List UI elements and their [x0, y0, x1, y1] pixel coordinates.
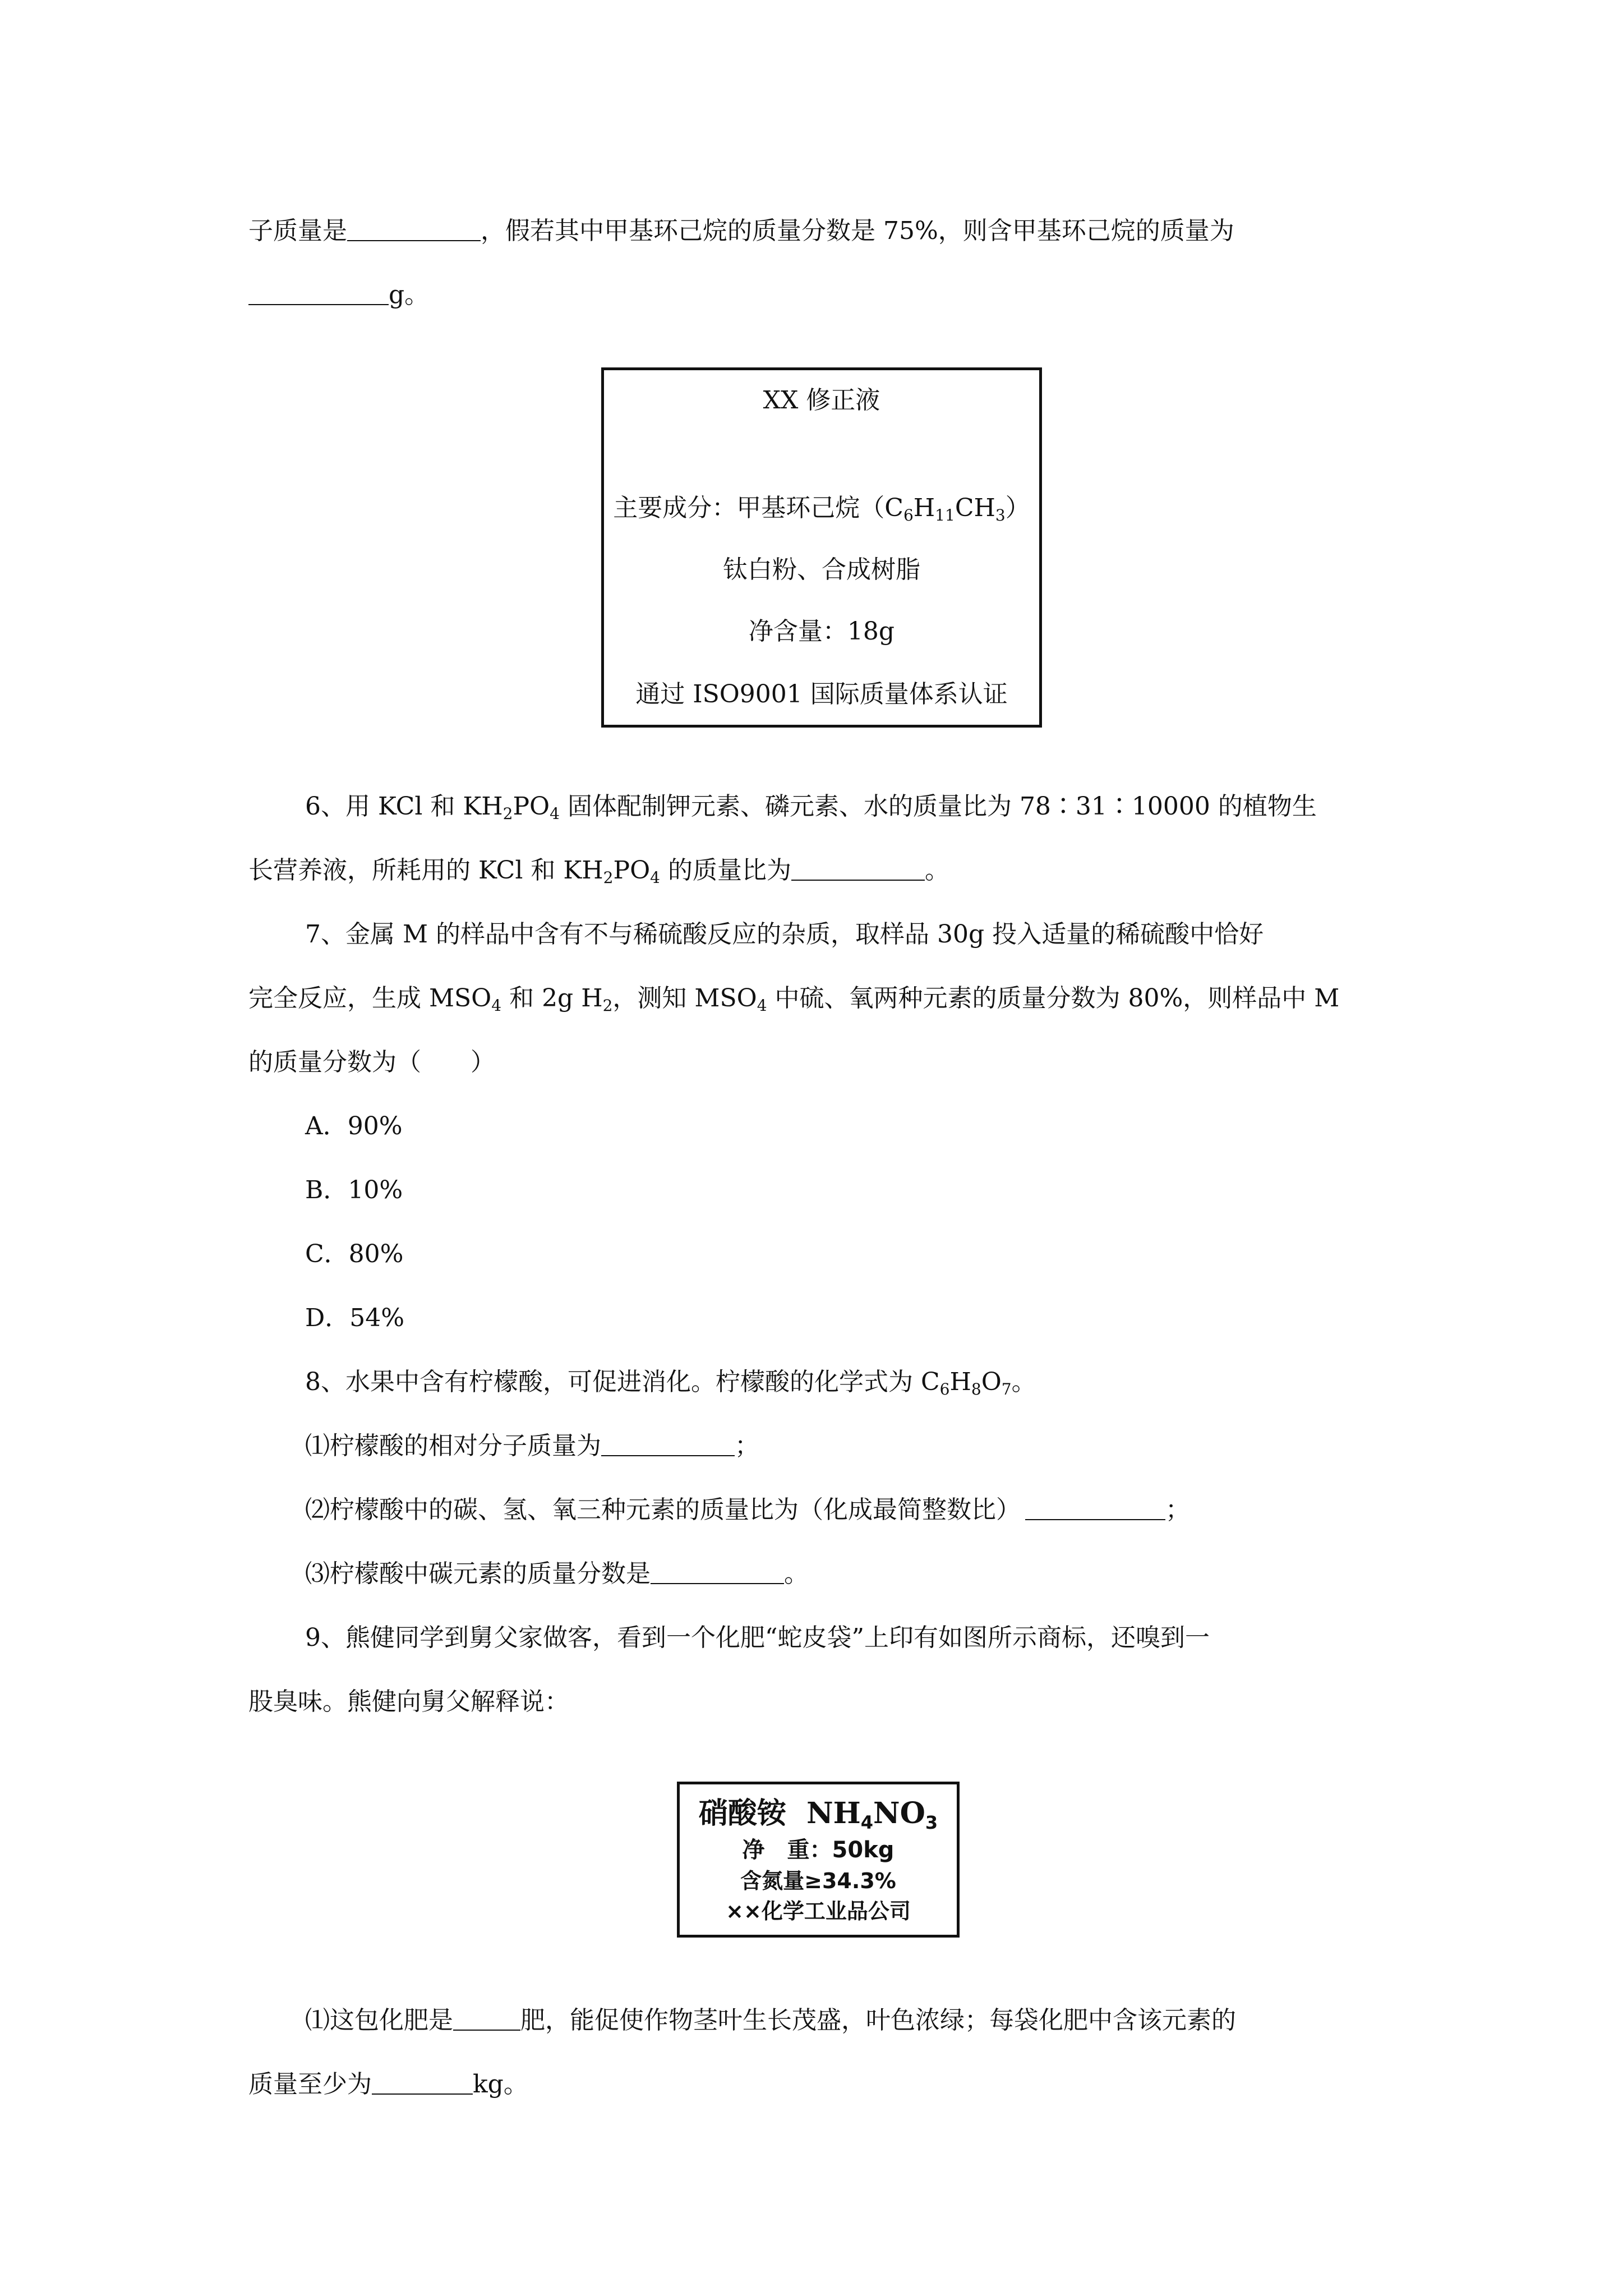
q9-line1: 9、熊健同学到舅父家做客，看到一个化肥“蛇皮袋”上印有如图所示商标，还嗅到一	[305, 1623, 1210, 1652]
q6-text-c: 固体配制钾元素、磷元素、水的质量比为 78∶31∶10000 的植物生	[559, 792, 1317, 821]
q6-text-b: PO	[513, 792, 550, 821]
q7-line3: 的质量分数为（ ）	[248, 1048, 495, 1076]
q9-sub1-unit: kg。	[473, 2070, 528, 2099]
q8-line1	[305, 1366, 1036, 1398]
q5-answer-blank-mass[interactable]	[347, 218, 481, 241]
q6-end: 。	[924, 856, 949, 885]
q6-line2-text-b: PO	[613, 856, 651, 885]
q8-sub2-answer-blank[interactable]	[1025, 1497, 1165, 1520]
q6-line1	[305, 791, 1317, 822]
fertilizer-nitrogen-content: 含氮量≥34.3%	[740, 1869, 896, 1893]
q8-sub-6: 6	[939, 1380, 950, 1398]
q7-text-d: 中硫、氧两种元素的质量分数为 80%，则样品中 M	[767, 984, 1340, 1013]
q5-line2	[248, 279, 429, 311]
q7-text-c: ，测知 MSO	[612, 984, 757, 1013]
fertilizer-formula-nh: NH	[806, 1796, 861, 1830]
q5-unit: g。	[389, 280, 430, 309]
q9-sub1-line2	[248, 2069, 528, 2100]
correction-fluid-label	[601, 367, 1042, 728]
label-ingredient-text: 主要成分：甲基环己烷（C	[613, 494, 903, 522]
fertilizer-title	[680, 1796, 957, 1833]
label-ingredient-h: H	[913, 494, 935, 522]
q8-text-o: O	[981, 1368, 1002, 1396]
label-certification: 通过 ISO9001 国际质量体系认证	[635, 680, 1008, 708]
q5-text-b: ，假若其中甲基环己烷的质量分数是 75%，则含甲基环己烷的质量为	[481, 217, 1234, 245]
q6-line2	[248, 855, 949, 886]
q5-answer-blank-grams[interactable]	[248, 282, 389, 305]
q7-option-a[interactable]: A．90%	[305, 1112, 403, 1140]
q7-text-b: 和 2g H	[501, 984, 603, 1013]
q7-option-b[interactable]: B．10%	[305, 1176, 403, 1204]
q9-sub1-answer-blank-mass[interactable]	[372, 2071, 473, 2095]
label-net-content: 净含量：18g	[748, 617, 895, 646]
fertilizer-formula-no: NO	[873, 1796, 925, 1830]
q5-line1	[248, 215, 1234, 247]
q8-text-end: 。	[1011, 1368, 1036, 1396]
label-ingredients-line2: 钛白粉、合成树脂	[723, 555, 920, 584]
q6-text-a: 6、用 KCl 和 KH	[305, 792, 503, 821]
q9-sub1-text-b: 肥，能促使作物茎叶生长茂盛，叶色浓绿；每袋化肥中含该元素的	[520, 2006, 1236, 2035]
label-ingredient-close: ）	[1005, 494, 1030, 522]
q8-sub1	[305, 1430, 759, 1462]
q6-line2-sub-4: 4	[650, 868, 660, 887]
q8-sub-7: 7	[1001, 1380, 1012, 1398]
label-title: XX 修正液	[763, 386, 880, 415]
q8-sub-8: 8	[971, 1380, 981, 1398]
label-sub-6: 6	[903, 506, 914, 524]
q9-sub1-line2-text: 质量至少为	[248, 2070, 372, 2099]
fertilizer-net-weight: 净 重：50kg	[742, 1837, 895, 1863]
label-sub-3: 3	[995, 506, 1006, 524]
q6-line2-text-c: 的质量比为	[660, 856, 791, 885]
label-ingredients	[604, 493, 1039, 524]
q7-option-c[interactable]: C．80%	[305, 1240, 404, 1268]
q8-sub2-text: ⑵柠檬酸中的碳、氢、氧三种元素的质量比为（化成最简整数比）	[305, 1496, 1021, 1524]
q8-sub1-text: ⑴柠檬酸的相对分子质量为	[305, 1432, 601, 1460]
q8-sub1-answer-blank[interactable]	[601, 1433, 735, 1456]
q7-line2	[248, 983, 1339, 1014]
label-sub-11: 11	[935, 506, 955, 524]
q6-answer-blank[interactable]	[791, 857, 925, 881]
q6-line2-sub-2: 2	[603, 868, 614, 887]
q8-text-a: 8、水果中含有柠檬酸，可促进消化。柠檬酸的化学式为 C	[305, 1368, 940, 1396]
fertilizer-sub-4: 4	[860, 1812, 874, 1833]
q6-sub-4: 4	[550, 804, 560, 823]
q8-sub3-text: ⑶柠檬酸中碳元素的质量分数是	[305, 1559, 651, 1588]
q6-sub-2: 2	[502, 804, 513, 823]
fertilizer-label-image	[677, 1782, 960, 1938]
q8-sub3-end: 。	[784, 1559, 809, 1588]
q8-sub3	[305, 1558, 809, 1590]
q9-sub1-line1	[305, 2005, 1236, 2036]
fertilizer-company: ××化学工业品公司	[726, 1899, 911, 1924]
q9-sub1-text-a: ⑴这包化肥是	[305, 2006, 453, 2035]
fertilizer-name: 硝酸铵	[698, 1797, 786, 1830]
q9-line2: 股臭味。熊健向舅父解释说：	[248, 1687, 569, 1716]
q9-sub1-answer-blank-type[interactable]	[453, 2007, 520, 2031]
q7-text-a: 完全反应，生成 MSO	[248, 984, 492, 1013]
q8-sub3-answer-blank[interactable]	[651, 1561, 784, 1584]
q5-text-a: 子质量是	[248, 217, 347, 245]
fertilizer-sub-3: 3	[925, 1812, 938, 1833]
q8-sub2-end: ；	[1165, 1496, 1190, 1524]
q8-sub2	[305, 1494, 1190, 1526]
q7-sub-2: 2	[602, 996, 613, 1015]
q7-sub-4a: 4	[491, 996, 502, 1015]
q8-sub1-end: ；	[735, 1432, 759, 1460]
q7-sub-4b: 4	[757, 996, 767, 1015]
q8-text-h: H	[949, 1368, 971, 1396]
q7-line1: 7、金属 M 的样品中含有不与稀硫酸反应的杂质，取样品 30g 投入适量的稀硫酸中恰好	[305, 920, 1264, 949]
q6-line2-text-a: 长营养液，所耗用的 KCl 和 KH	[248, 856, 603, 885]
label-ingredient-ch: CH	[955, 494, 995, 522]
q7-option-d[interactable]: D．54%	[305, 1304, 405, 1332]
